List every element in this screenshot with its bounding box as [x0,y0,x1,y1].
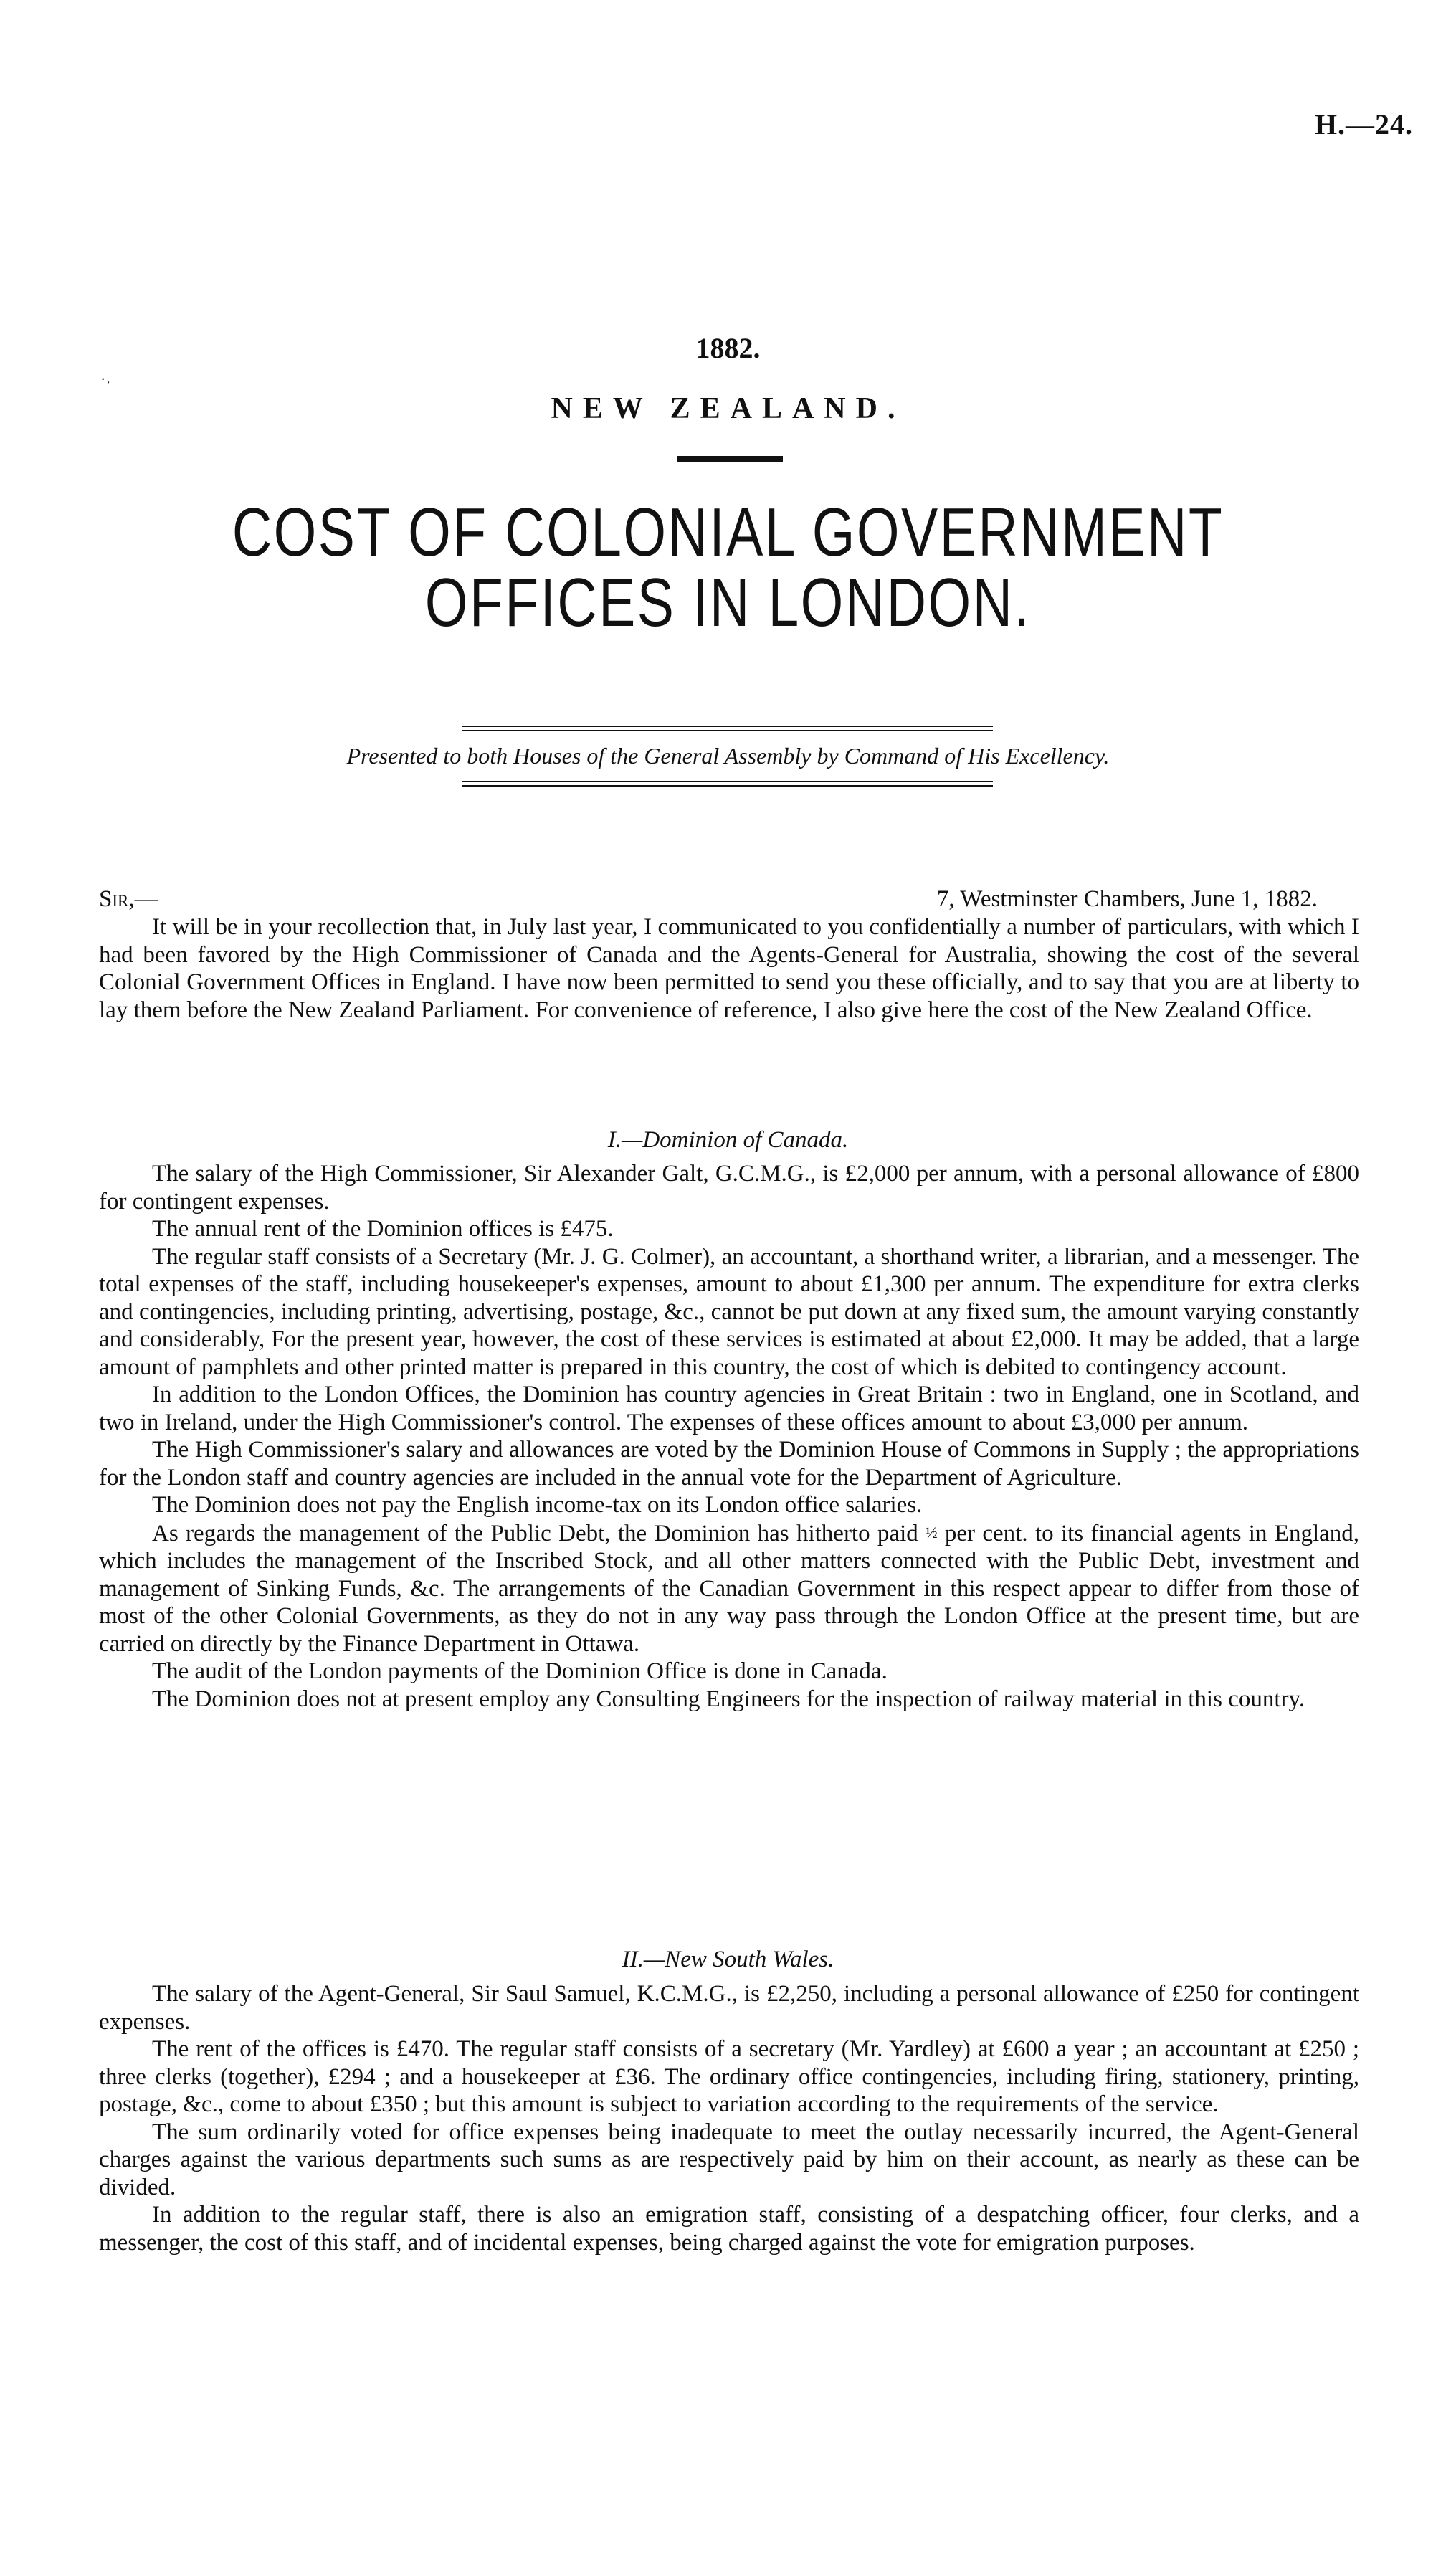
paragraph: The annual rent of the Dominion offices is £475. [152,1216,614,1242]
paragraph: The audit of the London payments of the Dominion Office is done in Canada. [152,1658,888,1684]
salutation-line [99,886,1359,913]
paragraph-part: per cent. to its financial agents in England, which includes the management of the Inscribed Stock, and all other matters connected with the Public Debt, investment and management of Sinking Funds, &c. The arrangements of the Canadian Government in this respect appear to differ from those of most of the other Colonial Governments, as they do not in any way pass through the London Office at the present time, but are carried on directly by the Finance Department in Ottawa. [99,1520,1360,1657]
presented-rule-bottom [462,781,993,787]
address-date: 7, Westminster Chambers, June 1, 1882. [936,886,1318,912]
letter-intro [99,913,1359,1024]
paragraph: The salary of the High Commissioner, Sir Alexander Galt, G.C.M.G., is £2,000 per annum, with a personal allowance of £800 for contingent expenses. [99,1161,1359,1215]
paragraph-part: As regards the management of the Public Debt, the Dominion has hitherto paid [152,1520,918,1546]
paragraph: The Dominion does not pay the English income-tax on its London office salaries. [152,1492,923,1518]
paragraph: The High Commissioner's salary and allowances are voted by the Dominion House of Commons in Supply ; the appropriations for the London staff and country agencies are included in the annual vote for the Department of Agriculture. [99,1437,1359,1491]
year: 1882. [695,332,761,364]
title-divider [677,456,783,462]
paragraph: In addition to the regular staff, there is also an emigration staff, consisting of a despatching officer, four clerks, and a messenger, the cost of this staff, and of incidental expenses, being charged against the vote for emigration purposes. [99,2202,1359,2256]
paragraph: In addition to the London Offices, the Dominion has country agencies in Great Britain : two in England, one in Scotland, and two in Ireland, under the High Commissioner's control. The expenses of these offices amount to about £3,000 per annum. [99,1382,1359,1435]
intro-paragraph: It will be in your recollection that, in July last year, I communicated to you confidentially a number of particulars, with which I had been favored by the High Commissioner of Canada and the Agents-General for Australia, showing the cost of the several Colonial Government Offices in England. I have now been permitted to send you these officially, and to say that you are at liberty to lay them before the New Zealand Parliament. For convenience of reference, I also give here the cost of the New Zealand Office. [99,914,1359,1023]
paragraph [99,1519,1359,1658]
document-title: COST OF COLONIAL GOVERNMENT OFFICES IN LONDON. [232,494,1224,641]
fraction: ½ [926,1523,938,1541]
stray-mark: ·˒ [100,370,111,388]
presented-line: Presented to both Houses of the General Assembly by Command of His Excellency. [346,743,1110,769]
presented-rule-top [462,726,993,731]
section-heading-canada: I.—Dominion of Canada. [607,1127,849,1153]
document-reference: H.—24. [1314,108,1413,141]
country-heading: NEW ZEALAND. [551,392,905,425]
section-nsw [99,1980,1359,2256]
salutation: Sir,— [99,886,158,912]
section-heading-nsw: II.—New South Wales. [622,1947,834,1972]
section-canada [99,1160,1359,1713]
paragraph: The rent of the offices is £470. The regular staff consists of a secretary (Mr. Yardley) at £600 a year ; an accountant at £250 ; three clerks (together), £294 ; and a housekeeper at £36. The ordinary office contingencies, including firing, stationery, printing, postage, &c., come to about £350 ; but this amount is subject to variation according to the requirements of the service. [99,2036,1359,2117]
paragraph: The Dominion does not at present employ any Consulting Engineers for the inspection of railway material in this country. [152,1686,1305,1712]
paragraph: The regular staff consists of a Secretary (Mr. J. G. Colmer), an accountant, a shorthand writer, a librarian, and a messenger. The total expenses of the staff, including housekeeper's expenses, amount to about £1,300 per annum. The expenditure for extra clerks and contingencies, including printing, advertising, postage, &c., cannot be put down at any fixed sum, the amount varying constantly and considerably, For the present year, however, the cost of these services is estimated at about £2,000. It may be added, that a large amount of pamphlets and other printed matter is prepared in this country, the cost of which is debited to contingency account. [99,1243,1359,1380]
paragraph: The sum ordinarily voted for office expenses being inadequate to meet the outlay necessarily incurred, the Agent-General charges against the various departments such sums as are respectively paid by him on their account, as nearly as these can be divided. [99,2119,1359,2200]
paragraph: The salary of the Agent-General, Sir Saul Samuel, K.C.M.G., is £2,250, including a personal allowance of £250 for contingent expenses. [99,1981,1359,2035]
